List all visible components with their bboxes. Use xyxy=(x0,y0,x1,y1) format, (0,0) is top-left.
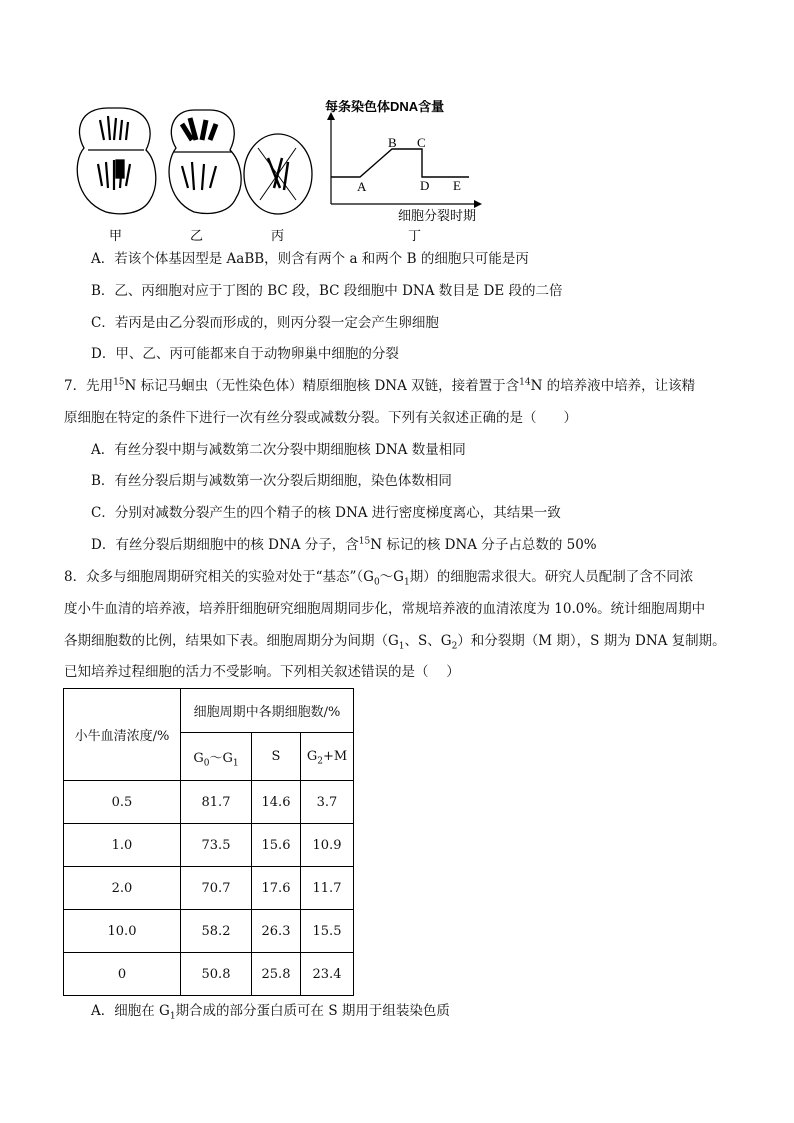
chart-x-axis-label: 细胞分裂时期 xyxy=(398,208,477,223)
table-cell: 10.9 xyxy=(301,824,354,867)
table-row xyxy=(64,953,354,996)
q8-stem-line3: 各期细胞数的比例，结果如下表。细胞周期分为间期（$G_1$、S、$G_2$）和分裂期（M 期），S 期为 DNA 复制期。 xyxy=(64,633,726,652)
cell-yi-drawing xyxy=(169,110,241,213)
table-cell: 17.6 xyxy=(252,867,301,910)
table-cell: 11.7 xyxy=(301,867,354,910)
table-row xyxy=(64,910,354,953)
table-cell: 23.4 xyxy=(301,953,354,996)
table-row xyxy=(64,781,354,824)
point-e-label: E xyxy=(453,178,461,193)
cell-label-ding: 丁 xyxy=(408,229,422,244)
table-cell: 50.8 xyxy=(181,953,252,996)
q7-stem-line1: 7．先用$^{15}$N 标记马蛔虫（无性染色体）精原细胞核 DNA 双链，接着置于含$^{14}$N 的培养液中培养，让该精 xyxy=(64,377,696,394)
cell-jia-drawing xyxy=(77,108,156,214)
table-cell: 25.8 xyxy=(252,953,301,996)
table-cell: 26.3 xyxy=(252,910,301,953)
table-cell: 70.7 xyxy=(181,867,252,910)
q8-stem-line2: 度小牛血清的培养液，培养肝细胞研究细胞周期同步化，常规培养液的血清浓度为 10.0%。统计细胞周期中 xyxy=(64,601,706,617)
table-cell: 0 xyxy=(64,953,181,996)
serum-cell-cycle-table xyxy=(63,688,354,996)
q8-stem-line4: 已知培养过程细胞的活力不受影响。下列相关叙述错误的是（ ） xyxy=(64,664,460,680)
table-row xyxy=(64,824,354,867)
table-cell: 58.2 xyxy=(181,910,252,953)
table-cell: 14.6 xyxy=(252,781,301,824)
cell-label-bing: 丙 xyxy=(271,229,285,244)
table-cell: 73.5 xyxy=(181,824,252,867)
table-cell: 0.5 xyxy=(64,781,181,824)
point-c-label: C xyxy=(417,135,426,150)
chart-y-axis-label: 每条染色体DNA含量 xyxy=(325,100,445,114)
dna-content-chart xyxy=(327,112,482,208)
q7-option-b: B．有丝分裂后期与减数第一次分裂后期细胞，染色体数相同 xyxy=(91,473,452,489)
q6-option-a: A．若该个体基因型是 AaBB，则含有两个 a 和两个 B 的细胞只可能是丙 xyxy=(91,251,529,267)
table-header-g0g1: $G_0\sim G_1$ xyxy=(181,733,252,781)
table-header-g2m: $G_2+M$ xyxy=(301,733,354,781)
table-header-serum: 小牛血清浓度/% xyxy=(64,689,181,781)
q6-option-b: B．乙、丙细胞对应于丁图的 BC 段，BC 段细胞中 DNA 数目是 DE 段的二倍 xyxy=(91,283,563,299)
cell-division-figure xyxy=(70,100,490,245)
table-cell: 1.0 xyxy=(64,824,181,867)
q8-stem-line1: 8．众多与细胞周期研究相关的实验对处于“基态$”(G_0\sim G_1$期）的细胞需求很大。研究人员配制了含不同浓 xyxy=(64,569,694,588)
point-a-label: A xyxy=(357,179,367,194)
point-b-label: B xyxy=(388,135,397,150)
table-cell: 15.6 xyxy=(252,824,301,867)
table-header-s: S xyxy=(252,733,301,781)
table-cell: 10.0 xyxy=(64,910,181,953)
table-header-group: 细胞周期中各期细胞数/% xyxy=(181,689,354,733)
table-cell: 15.5 xyxy=(301,910,354,953)
q6-option-c: C．若丙是由乙分裂而形成的，则丙分裂一定会产生卵细胞 xyxy=(91,315,439,331)
q7-stem-line2: 原细胞在特定的条件下进行一次有丝分裂或减数分裂。下列有关叙述正确的是（ ） xyxy=(64,410,577,426)
point-d-label: D xyxy=(420,178,430,193)
table-cell: 3.7 xyxy=(301,781,354,824)
q8-option-a: A．细胞在 $G_1$期合成的部分蛋白质可在 S 期用于组装染色质 xyxy=(91,1003,450,1022)
q7-option-d: D．有丝分裂后期细胞中的核 DNA 分子，含$^{15}$N 标记的核 DNA 分子占总数的 50% xyxy=(91,536,597,553)
q7-option-a: A．有丝分裂中期与减数第二次分裂中期细胞核 DNA 数量相同 xyxy=(91,442,466,458)
table-row xyxy=(64,867,354,910)
cell-label-yi: 乙 xyxy=(190,229,204,244)
table-cell: 2.0 xyxy=(64,867,181,910)
q7-option-c: C．分别对减数分裂产生的四个精子的核 DNA 进行密度梯度离心，其结果一致 xyxy=(91,505,561,521)
cell-label-jia: 甲 xyxy=(109,229,123,244)
table-cell: 81.7 xyxy=(181,781,252,824)
q6-option-d: D．甲、乙、丙可能都来自于动物卵巢中细胞的分裂 xyxy=(91,346,399,362)
cell-bing-drawing xyxy=(244,134,312,214)
